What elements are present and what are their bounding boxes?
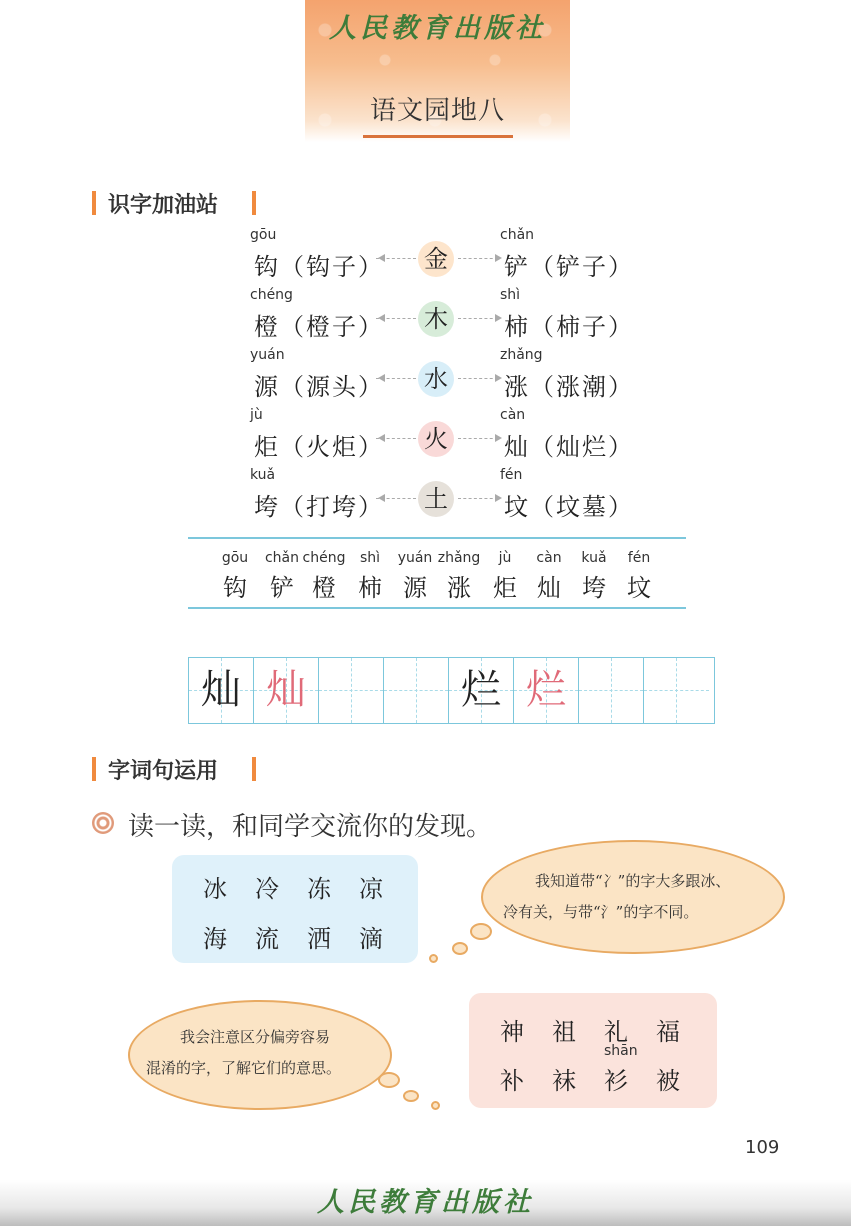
bubble-dot (431, 1101, 440, 1110)
band-word (526, 550, 572, 603)
section-heading-literacy (92, 188, 262, 218)
pinyin-label: càn (500, 407, 526, 423)
bubble-line: 我知道带“冫”的字大多跟冰、 (535, 872, 731, 890)
read-aloud-icon (92, 812, 114, 834)
pinyin-label: jù (498, 550, 512, 566)
band-word (301, 550, 347, 603)
arrow-left-icon (376, 318, 416, 319)
left-word (254, 307, 384, 342)
word-char: 垮 (582, 574, 606, 602)
band-word (571, 550, 617, 603)
radical-row (240, 407, 660, 461)
right-word (504, 487, 634, 522)
section-bar-left (92, 757, 96, 781)
pinyin-label: gōu (221, 550, 249, 566)
section-bar-right (252, 757, 256, 781)
band-word (482, 550, 528, 603)
left-word (254, 247, 384, 282)
pinyin-label: zhǎng (437, 550, 481, 566)
band-bottom-line (188, 607, 686, 609)
arrow-left-icon (376, 498, 416, 499)
writing-grid (188, 657, 715, 724)
word-example: （灿烂） (530, 433, 634, 461)
pinyin-label: chǎn (264, 550, 300, 566)
word-char: 灿 (504, 433, 530, 461)
title-underline (363, 135, 513, 138)
word-char: 补 (500, 1067, 524, 1095)
word-example: （橙子） (280, 313, 384, 341)
writing-glyph (579, 658, 643, 723)
word-char: 灿 (537, 574, 561, 602)
header-banner (305, 0, 570, 142)
word-box-row (172, 869, 435, 904)
left-word (254, 487, 384, 522)
word-example: （涨潮） (530, 373, 634, 401)
arrow-right-icon (458, 258, 498, 259)
right-word (504, 247, 634, 282)
writing-cell (579, 658, 644, 723)
pinyin-label: fén (627, 550, 651, 566)
footer-publisher-logo: 人民教育出版社 (317, 1187, 534, 1218)
word-char: 礼 (604, 1018, 628, 1046)
writing-glyph: 灿 (266, 667, 306, 713)
pinyin-label: yuán (397, 550, 433, 566)
word-char: 橙 (254, 313, 280, 341)
word-char: 钩 (254, 253, 280, 281)
arrow-right-icon (458, 498, 498, 499)
writing-glyph (644, 658, 709, 723)
band-word (616, 550, 662, 603)
writing-cell (254, 658, 319, 723)
word-char: 袜 (552, 1067, 576, 1095)
bubble-dot (452, 942, 468, 955)
word-char: 衫 (604, 1067, 628, 1095)
bubble-line: 我会注意区分偏旁容易 (180, 1028, 331, 1046)
writing-cell (189, 658, 254, 723)
radical-char: 水 (418, 361, 454, 397)
word-char: 钩 (223, 574, 247, 602)
section-heading-usage (92, 754, 262, 784)
left-word (254, 367, 384, 402)
word-example: （坟墓） (530, 493, 634, 521)
bubble-dot (378, 1072, 400, 1088)
word-char: 涨 (447, 574, 471, 602)
pinyin-label: chǎn (500, 227, 535, 243)
pinyin-label: shì (500, 287, 521, 303)
page-number: 109 (745, 1137, 780, 1158)
word-char: 垮 (254, 493, 280, 521)
word-box-spirit (469, 993, 717, 1108)
writing-glyph: 烂 (526, 667, 566, 713)
radical-char: 木 (418, 301, 454, 337)
word-char: 凉 (359, 875, 383, 903)
word-char: 被 (656, 1067, 680, 1095)
word-char: 橙 (312, 574, 336, 602)
writing-glyph: 烂 (461, 667, 501, 713)
writing-glyph (384, 658, 448, 723)
band-word (392, 550, 438, 603)
word-example: （源头） (280, 373, 384, 401)
arrow-right-icon (458, 378, 498, 379)
bubble-dot (470, 923, 492, 940)
band-word (347, 550, 393, 603)
word-char: 冷 (255, 875, 279, 903)
word-char: 源 (403, 574, 427, 602)
right-word (504, 307, 634, 342)
word-char: 涨 (504, 373, 530, 401)
word-char: 祖 (552, 1018, 576, 1046)
left-word (254, 427, 384, 462)
bubble-line: 冷有关，与带“氵”的字不同。 (503, 903, 699, 921)
radical-char: 土 (418, 481, 454, 517)
word-char: 海 (203, 925, 227, 953)
right-word (504, 367, 634, 402)
band-word (212, 550, 258, 603)
writing-cell (449, 658, 514, 723)
word-char: 柿 (358, 574, 382, 602)
section-bar-left (92, 191, 96, 215)
lesson-title: 语文园地八 (369, 96, 505, 126)
word-char: 流 (255, 925, 279, 953)
pinyin-label: shì (359, 550, 381, 566)
pinyin-label: yuán (250, 347, 285, 363)
pinyin-label: càn (536, 550, 562, 566)
word-example: （柿子） (530, 313, 634, 341)
radical-char: 火 (418, 421, 454, 457)
word-example: （钩子） (280, 253, 384, 281)
word-char: 炬 (254, 433, 280, 461)
band-word (259, 550, 305, 603)
word-char: 坟 (627, 574, 651, 602)
word-char: 源 (254, 373, 280, 401)
radical-char: 金 (418, 241, 454, 277)
pinyin-label: shān (604, 1043, 638, 1059)
writing-cell (644, 658, 709, 723)
word-char: 福 (656, 1018, 680, 1046)
bubble-text-right (503, 866, 730, 928)
radical-row (240, 467, 660, 521)
pinyin-label: gōu (250, 227, 277, 243)
arrow-left-icon (376, 378, 416, 379)
pinyin-label: zhǎng (500, 347, 543, 363)
word-char: 铲 (270, 574, 294, 602)
word-example: （火炬） (280, 433, 384, 461)
writing-cell (514, 658, 579, 723)
pinyin-label: chéng (302, 550, 346, 566)
bubble-text-left (146, 1022, 341, 1084)
right-word (504, 427, 634, 462)
word-box-row (469, 1012, 734, 1047)
word-char: 冻 (307, 875, 331, 903)
writing-cell (319, 658, 384, 723)
pinyin-label: fén (500, 467, 523, 483)
word-box-row (469, 1061, 734, 1096)
word-example: （铲子） (530, 253, 634, 281)
bubble-line: 混淆的字，了解它们的意思。 (146, 1059, 342, 1077)
radical-row (240, 347, 660, 401)
band-word (436, 550, 482, 603)
word-char: 柿 (504, 313, 530, 341)
word-char: 滴 (359, 925, 383, 953)
writing-cell (384, 658, 449, 723)
pinyin-label: kuǎ (250, 467, 276, 483)
pinyin-label: kuǎ (581, 550, 607, 566)
radical-row (240, 227, 660, 281)
word-char: 冰 (203, 875, 227, 903)
word-box-row (172, 919, 435, 954)
radical-row (240, 287, 660, 341)
pinyin-label: chéng (250, 287, 293, 303)
word-char: 洒 (307, 925, 331, 953)
publisher-logo: 人民教育出版社 (329, 13, 546, 44)
pinyin-label: jù (250, 407, 263, 423)
word-char: 坟 (504, 493, 530, 521)
word-char: 铲 (504, 253, 530, 281)
bubble-dot (403, 1090, 419, 1102)
arrow-left-icon (376, 258, 416, 259)
writing-glyph: 灿 (201, 667, 241, 713)
section-bar-right (252, 191, 256, 215)
writing-glyph (319, 658, 383, 723)
word-char: 炬 (493, 574, 517, 602)
word-box-water (172, 855, 418, 963)
word-char: 神 (500, 1018, 524, 1046)
section-title: 字词句运用 (108, 759, 219, 784)
arrow-right-icon (458, 318, 498, 319)
band-top-line (188, 537, 686, 539)
bubble-dot (429, 954, 438, 963)
instruction-text: 读一读，和同学交流你的发现。 (128, 812, 493, 842)
word-example: （打垮） (280, 493, 384, 521)
arrow-right-icon (458, 438, 498, 439)
section-title: 识字加油站 (108, 193, 219, 218)
arrow-left-icon (376, 438, 416, 439)
